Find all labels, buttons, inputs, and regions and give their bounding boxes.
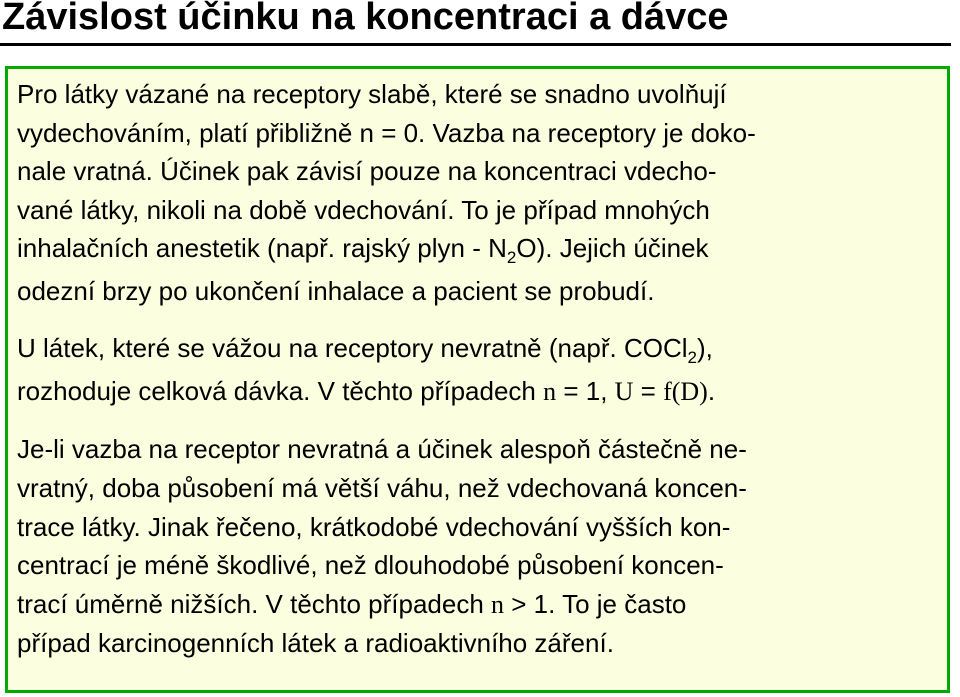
subscript: 2 <box>687 348 697 368</box>
paragraph-reversible-binding <box>17 75 947 311</box>
text-fragment: > 1. To je často <box>504 588 687 619</box>
text-line <box>17 372 947 412</box>
variable-n: n <box>491 589 505 619</box>
slide-title: Závislost účinku na koncentraci a dávce <box>2 0 729 38</box>
paragraph-partial-irreversibility <box>17 430 947 663</box>
text-fragment: O). Jejich účinek <box>516 233 709 264</box>
subscript: 2 <box>506 248 517 268</box>
paragraph-irreversible-binding <box>17 329 947 411</box>
text-fragment: = 1, <box>556 375 615 406</box>
text-line: případ karcinogenních látek a radioaktivního záření. <box>17 628 614 659</box>
text-fragment: . <box>707 375 716 406</box>
text-line: centrací je méně škodlivé, než dlouhodobé působení koncen- <box>17 550 724 581</box>
text-line <box>17 229 947 272</box>
text-line <box>17 329 947 372</box>
text-line <box>17 585 947 625</box>
text-fragment: = <box>633 375 664 406</box>
content-box <box>5 66 950 693</box>
text-line: Pro látky vázané na receptory slabě, které se snadno uvolňují <box>17 79 727 109</box>
text-fragment: ), <box>697 333 713 364</box>
text-line: nale vratná. Účinek pak závisí pouze na koncentraci vdecho- <box>17 156 717 187</box>
text-fragment: U látek, které se vážou na receptory nevratně (např. COCl <box>17 333 688 364</box>
text-line: Je-li vazba na receptor nevratná a účinek alespoň částečně ne- <box>17 434 747 465</box>
variable-u: U <box>614 376 634 406</box>
text-fragment: inhalačních anestetik (např. rajský plyn - N <box>17 233 507 264</box>
variable-n: n <box>543 376 557 406</box>
text-line: vané látky, nikoli na době vdechování. To je případ mnohých <box>17 194 710 225</box>
text-line: odezní brzy po ukončení inhalace a pacient se probudí. <box>17 275 655 306</box>
function-f-of-d: f(D) <box>663 376 708 406</box>
text-line: vydechováním, platí přibližně n = 0. Vazba na receptory je doko- <box>17 117 756 148</box>
text-line: vratný, doba působení má větší váhu, než vdechovaná koncen- <box>17 472 747 503</box>
text-fragment: trací úměrně nižších. V těchto případech <box>17 588 492 619</box>
title-underline <box>0 43 951 46</box>
text-line: trace látky. Jinak řečeno, krátkodobé vdechování vyšších kon- <box>17 511 731 542</box>
text-fragment: rozhoduje celková dávka. V těchto případech <box>17 375 544 406</box>
